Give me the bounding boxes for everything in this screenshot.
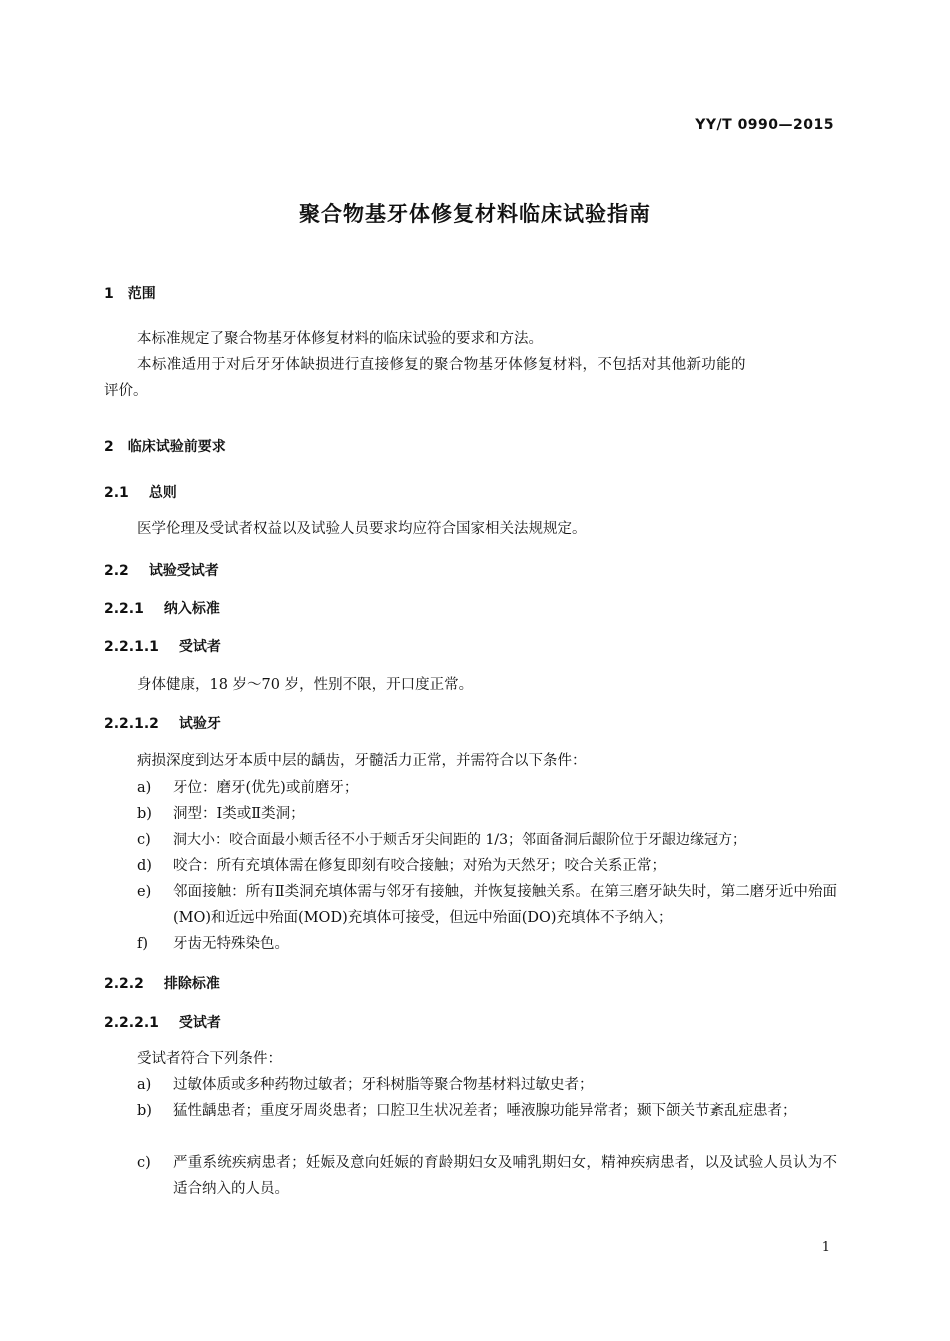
list-text: 咬合：所有充填体需在修复即刻有咬合接触；对殆为天然牙；咬合关系正常； xyxy=(173,858,666,874)
section-title: 受试者 xyxy=(178,1015,221,1031)
list-marker: a) xyxy=(137,1077,152,1093)
section-2-2-heading xyxy=(104,560,219,580)
subject-paragraph: 身体健康，18 岁～70 岁，性别不限，开口度正常。 xyxy=(137,677,474,693)
list-text: 严重系统疾病患者；妊娠及意向妊娠的育龄期妇女及哺乳期妇女，精神疾病患者，以及试验人员认为不适合纳入的人员。 xyxy=(173,1155,837,1197)
section-title: 试验受试者 xyxy=(148,563,219,579)
list-marker: e) xyxy=(137,884,152,900)
list-item xyxy=(137,879,837,931)
list-text: 洞大小：咬合面最小颊舌径不小于颊舌牙尖间距的 1/3；邻面备洞后龈阶位于牙龈边缘冠方； xyxy=(173,832,746,848)
list-text: 过敏体质或多种药物过敏者；牙科树脂等聚合物基材料过敏史者； xyxy=(173,1077,594,1093)
list-marker: b) xyxy=(137,1103,152,1119)
list-marker: c) xyxy=(137,1155,151,1171)
section-1-heading xyxy=(104,283,156,303)
section-2-2-1-heading xyxy=(104,598,220,618)
section-title: 总则 xyxy=(148,485,177,501)
exclusion-paragraph: 受试者符合下列条件： xyxy=(137,1051,282,1067)
section-2-heading xyxy=(104,436,226,456)
document-title: 聚合物基牙体修复材料临床试验指南 xyxy=(299,202,651,226)
list-item xyxy=(137,1072,837,1098)
section-number: 1 xyxy=(104,286,114,302)
section-2-1-heading xyxy=(104,482,177,502)
list-marker: c) xyxy=(137,832,151,848)
standard-number: YY/T 0990—2015 xyxy=(695,117,834,133)
scope-paragraph-2-cont: 评价。 xyxy=(104,383,148,399)
list-marker: a) xyxy=(137,780,152,796)
section-number: 2.2.1 xyxy=(104,601,144,617)
section-number: 2 xyxy=(104,439,114,455)
section-2-2-1-1-heading xyxy=(104,636,221,656)
list-marker: b) xyxy=(137,806,152,822)
section-2-2-1-2-heading xyxy=(104,713,221,733)
list-item xyxy=(137,1098,837,1124)
list-text: 牙位：磨牙(优先)或前磨牙； xyxy=(173,780,359,796)
section-number: 2.2.1.2 xyxy=(104,716,159,732)
section-number: 2.2.1.1 xyxy=(104,639,159,655)
section-title: 排除标准 xyxy=(163,976,220,992)
list-text: 牙齿无特殊染色。 xyxy=(173,936,289,952)
section-2-2-2-1-heading xyxy=(104,1012,221,1032)
general-paragraph: 医学伦理及受试者权益以及试验人员要求均应符合国家相关法规规定。 xyxy=(137,521,587,537)
list-item xyxy=(137,801,837,827)
section-number: 2.2 xyxy=(104,563,129,579)
section-number: 2.2.2 xyxy=(104,976,144,992)
list-text: 洞型：Ⅰ类或Ⅱ类洞； xyxy=(173,806,305,822)
test-tooth-paragraph: 病损深度到达牙本质中层的龋齿，牙髓活力正常，并需符合以下条件： xyxy=(137,753,587,769)
section-number: 2.2.2.1 xyxy=(104,1015,159,1031)
scope-paragraph-2: 本标准适用于对后牙牙体缺损进行直接修复的聚合物基牙体修复材料，不包括对其他新功能的 xyxy=(137,357,746,373)
list-item xyxy=(137,1150,837,1202)
list-item xyxy=(137,827,837,853)
section-title: 临床试验前要求 xyxy=(127,439,226,455)
section-title: 范围 xyxy=(127,286,156,302)
section-2-2-2-heading xyxy=(104,973,220,993)
list-text: 猛性龋患者；重度牙周炎患者；口腔卫生状况差者；唾液腺功能异常者；颞下颌关节紊乱症患者； xyxy=(173,1103,797,1119)
list-item xyxy=(137,853,837,879)
list-item xyxy=(137,775,837,801)
section-title: 试验牙 xyxy=(178,716,221,732)
section-title: 受试者 xyxy=(178,639,221,655)
section-title: 纳入标准 xyxy=(163,601,220,617)
list-text: 邻面接触：所有Ⅱ类洞充填体需与邻牙有接触，并恢复接触关系。在第三磨牙缺失时，第二磨牙近中殆面(MO)和近远中殆面(MOD)充填体可接受，但远中殆面(DO)充填体不予纳入； xyxy=(173,884,837,926)
list-item xyxy=(137,931,837,957)
list-marker: d) xyxy=(137,858,152,874)
page-number: 1 xyxy=(821,1240,830,1255)
scope-paragraph-1: 本标准规定了聚合物基牙体修复材料的临床试验的要求和方法。 xyxy=(137,331,543,347)
section-number: 2.1 xyxy=(104,485,129,501)
list-marker: f) xyxy=(137,936,149,952)
